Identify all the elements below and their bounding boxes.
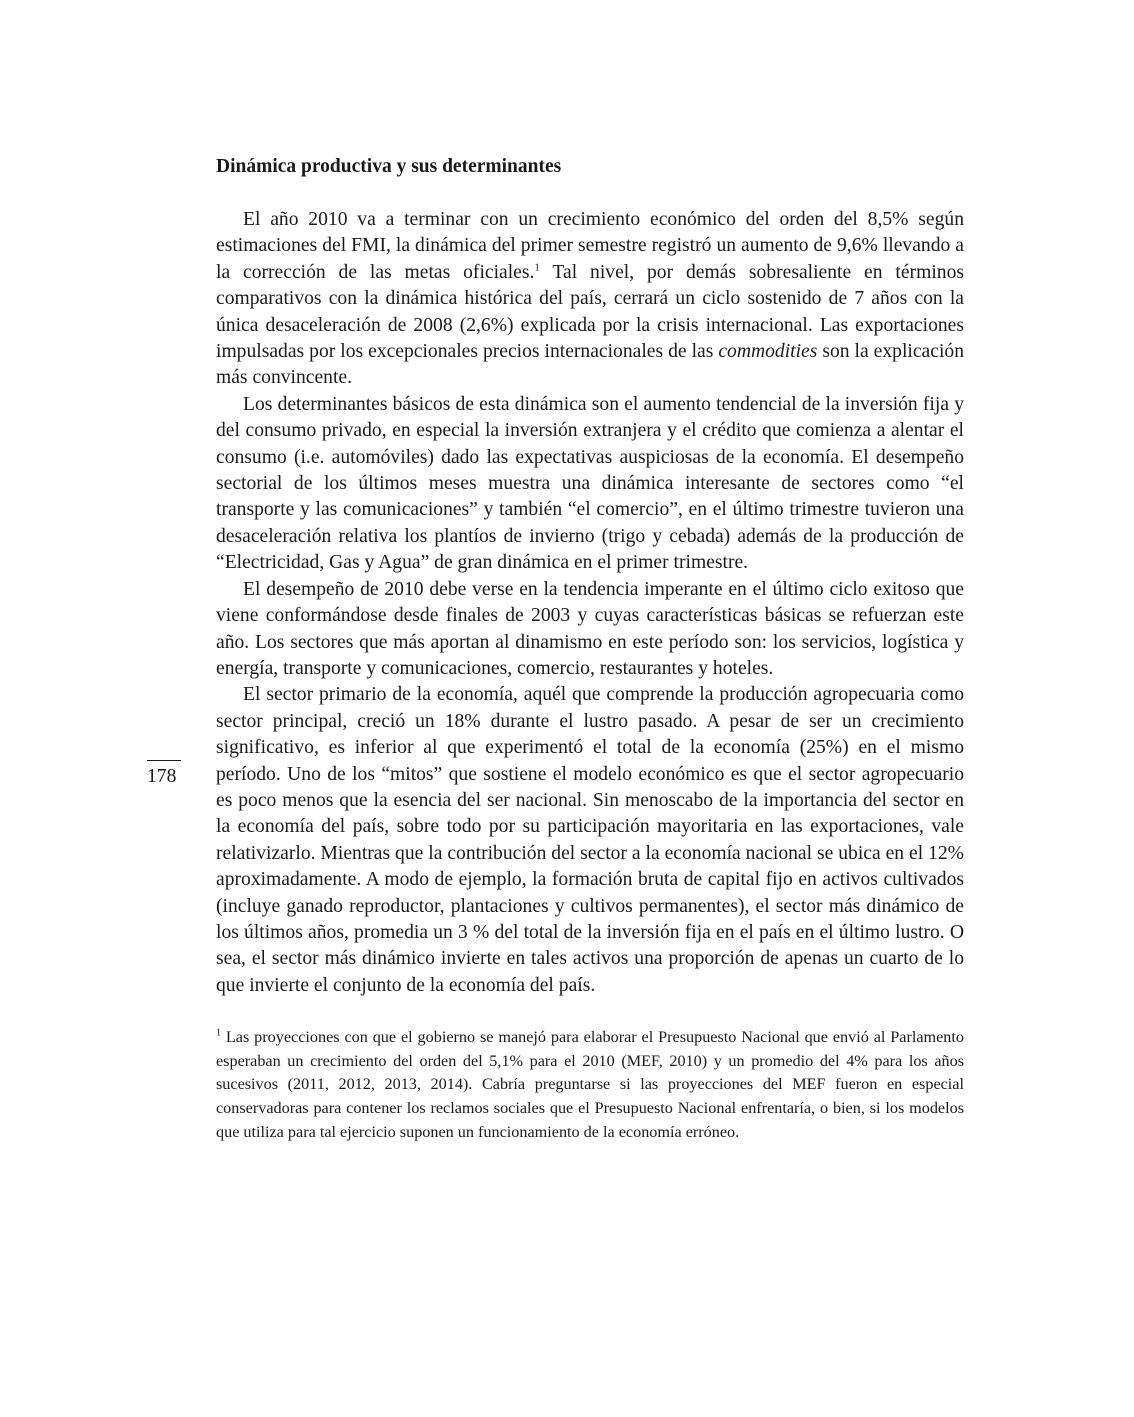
footnote-reference: 1 — [534, 261, 540, 274]
footnote-text: Las proyecciones con que el gobierno se manejó para elaborar el Presupuesto Nacional que envió al Parlamento esperaban un crecimiento del orden del 5,1% para el 2010 (MEF, 2010) y un promedio del 4% para los años sucesivos (2011, 2012, 2013, 2014). Cabría preguntarse si las proyecciones del MEF fueron en especial conservadoras para contener los reclamos sociales que el Presupuesto Nacional enfrentaría, o bien, si los modelos que utiliza para tal ejercicio suponen un funcionamiento de la economía erróneo. — [216, 1028, 964, 1141]
footnote-number: 1 — [216, 1027, 221, 1039]
paragraph-1-text-a: El año 2010 va a terminar con un crecimiento económico del orden del 8,5% según estimaciones del FMI, la dinámica del primer semestre registró un aumento de 9,6% llevando a la corrección de las metas oficiales. — [216, 209, 964, 283]
footnote-1 — [216, 1026, 964, 1144]
page-number: 178 — [147, 766, 177, 787]
page-number-rule — [147, 760, 181, 761]
paragraph-3: El desempeño de 2010 debe verse en la tendencia imperante en el último ciclo exitoso que viene conformándose desde finales de 2003 y cuyas características básicas se refuerzan este año. Los sectores que más aportan al dinamismo en este período son: los servicios, logística y energía, transporte y comunicaciones, comercio, restaurantes y hoteles. — [216, 578, 964, 679]
footnotes-section — [216, 1026, 964, 1144]
paragraph-1-italic-term: commodities — [718, 341, 818, 363]
section-title: Dinámica productiva y sus determinantes — [216, 156, 562, 177]
paragraph-1-text-b: Tal nivel, por demás sobresaliente en términos comparativos con la dinámica histórica del país, cerrará un ciclo sostenido de 7 años con la única desaceleración de 2008 (2,6%) explicada por la crisis internacional. Las exportaciones impulsadas por los excepcionales precios internacionales de las — [216, 261, 964, 363]
paragraph-4: El sector primario de la economía, aquél que comprende la producción agropecuaria como sector principal, creció un 18% durante el lustro pasado. A pesar de ser un crecimiento significativo, es inferior al que experimentó el total de la economía (25%) en el mismo período. Uno de los “mitos” que sostiene el modelo económico es que el sector agropecuario es poco menos que la esencia del ser nacional. Sin menoscabo de la importancia del sector en la economía del país, sobre todo por su participación mayoritaria en las exportaciones, vale relativizarlo. Mientras que la contribución del sector a la economía nacional se ubica en el 12% aproximadamente. A modo de ejemplo, la formación bruta de capital fijo en activos cultivados (incluye ganado reproductor, plantaciones y cultivos permanentes), el sector más dinámico de los últimos años, promedia un 3 % del total de la inversión fija en el país en el último lustro. O sea, el sector más dinámico invierte en tales activos una proporción de apenas un cuarto de lo que invierte el conjunto de la economía del país. — [216, 684, 964, 996]
main-text-column — [216, 154, 964, 1144]
paragraph-2: Los determinantes básicos de esta dinámica son el aumento tendencial de la inversión fija y del consumo privado, en especial la inversión extranjera y el crédito que comienza a alentar el consumo (i.e. automóviles) dado las expectativas auspiciosas de la economía. El desempeño sectorial de los últimos meses muestra una dinámica interesante de sectores como “el transporte y las comunicaciones” y también “el comercio”, en el último trimestre tuvieron una desaceleración relativa los plantíos de invierno (trigo y cebada) además de la producción de “Electricidad, Gas y Agua” de gran dinámica en el primer trimestre. — [216, 393, 964, 574]
paragraph-1-text-c: son la explicación más convincente. — [216, 341, 964, 389]
paragraph-1 — [216, 207, 964, 392]
